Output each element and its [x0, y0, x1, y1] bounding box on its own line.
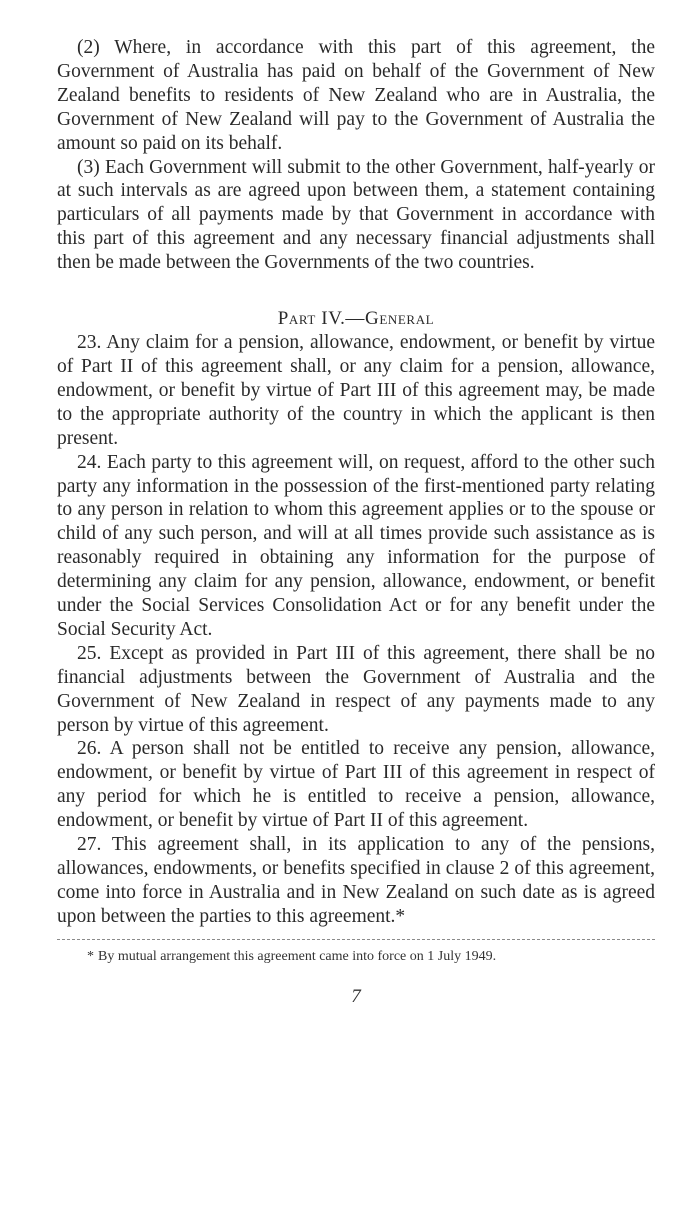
footnote-marker: *: [87, 948, 94, 964]
clause-24: 24. Each party to this agreement will, on request, afford to the other such party any information in the possession of the first-mentioned party relating to any person in relation to whom this agreement applies or to the spouse or child of any such person, and will at all times provide such assistance as is reasonably required in obtaining any information for the purpose of determining any claim for any pension, allowance, endowment, or benefit under the Social Services Consolidation Act or for any benefit under the Social Security Act.: [57, 451, 655, 640]
footnote: [57, 948, 655, 966]
part-iv-heading: Part IV.—General: [277, 308, 435, 330]
paragraph-part3-clause-3: (3) Each Government will submit to the other Government, half-yearly or at such intervals as are agreed upon between them, a statement containing particulars of all payments made by that Government in accordance with this part of this agreement and any necessary financial adjustments shall then be made between the Governments of the two countries.: [57, 156, 655, 274]
clause-26: 26. A person shall not be entitled to receive any pension, allowance, endowment, or benefit by virtue of Part III of this agreement in respect of any period for which he is entitled to receive a pension, allowance, endowment, or benefit by virtue of Part II of this agreement.: [57, 738, 655, 832]
clause-23: 23. Any claim for a pension, allowance, endowment, or benefit by virtue of Part II of this agreement shall, or any claim for a pension, allowance, endowment, or benefit by virtue of Part III of this agreement may, be made to the appropriate authority of the country in which the applicant is then present.: [57, 332, 655, 449]
document-page: [57, 36, 655, 1008]
footnote-divider: [57, 939, 655, 940]
footnote-text: By mutual arrangement this agreement came into force on 1 July 1949.: [98, 948, 497, 964]
clause-27: 27. This agreement shall, in its application to any of the pensions, allowances, endowments, or benefits specified in clause 2 of this agreement, come into force in Australia and in New Zealand on such date as is agreed upon between the parties to this agreement.*: [57, 834, 655, 927]
paragraph-part3-clause-2: (2) Where, in accordance with this part of this agreement, the Government of Australia has paid on behalf of the Government of New Zealand benefits to residents of New Zealand who are in Australia, the Government of New Zealand will pay to the Government of Australia the amount so paid on its behalf.: [57, 37, 655, 154]
page-number: 7: [351, 985, 361, 1007]
clause-25: 25. Except as provided in Part III of this agreement, there shall be no financial adjustments between the Government of Australia and the Government of New Zealand in respect of any payments made to any person by virtue of this agreement.: [57, 642, 655, 736]
